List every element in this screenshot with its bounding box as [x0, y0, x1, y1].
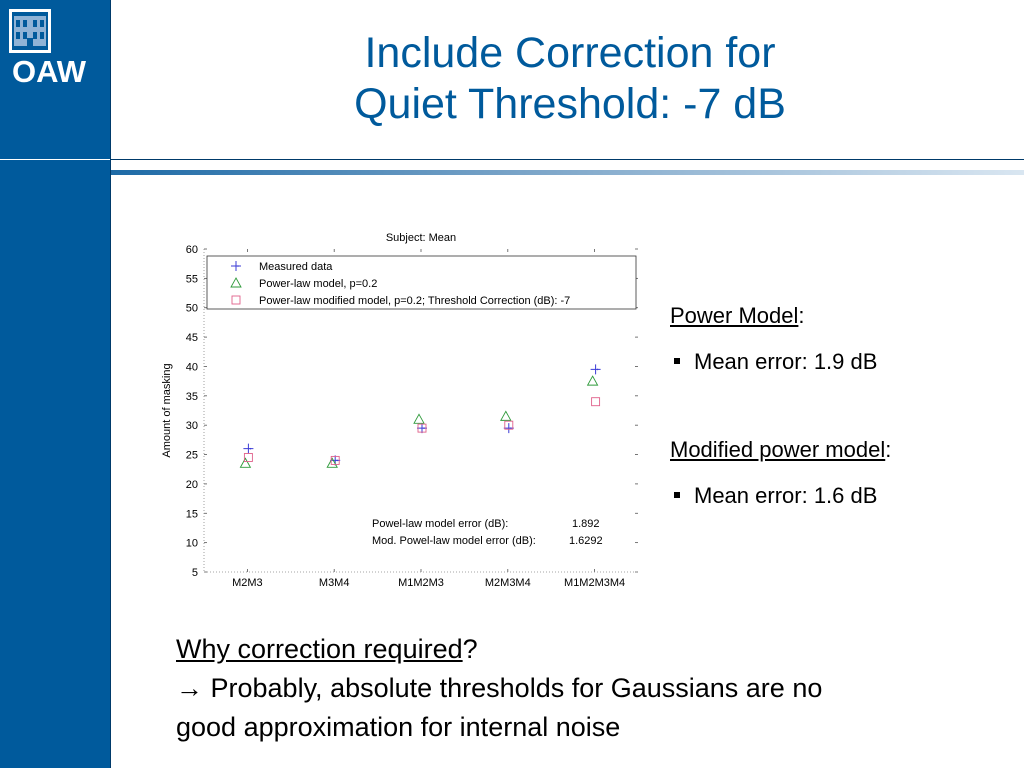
data-point-plus-dot — [336, 460, 338, 462]
building-icon — [8, 8, 52, 54]
data-point-plus-dot — [423, 427, 425, 429]
data-point-plus — [591, 364, 601, 374]
modified-model-label: Modified power model — [670, 437, 886, 462]
y-tick-label: 25 — [185, 449, 198, 462]
error-annotation-label: Mod. Powel-law model error (dB): — [372, 535, 536, 547]
legend-entry: Power-law model, p=0.2 — [259, 278, 378, 290]
bullet-square-icon — [674, 358, 680, 364]
x-tick-label: M2M3 — [232, 577, 263, 589]
conclusion-line-1: → Probably, absolute thresholds for Gaussians are no — [176, 673, 823, 703]
bullet-square-icon — [674, 492, 680, 498]
modified-model-error-item — [674, 483, 877, 509]
sidebar — [0, 0, 111, 768]
power-model-heading — [670, 303, 805, 329]
data-point-triangle — [414, 414, 424, 423]
data-point-plus — [243, 444, 253, 454]
data-point-triangle — [240, 458, 250, 467]
legend-marker-plus-dot — [237, 265, 239, 267]
y-tick-label: 15 — [185, 508, 198, 521]
title-divider — [111, 159, 1024, 160]
question-text: Why correction required — [176, 634, 463, 664]
power-model-colon: : — [798, 303, 805, 328]
data-point-plus — [417, 423, 427, 433]
y-tick-label: 5 — [191, 567, 198, 579]
chart-title: Subject: Mean — [385, 232, 457, 244]
x-tick-label: M1M2M3M4 — [564, 577, 626, 589]
x-tick-label: M2M3M4 — [484, 577, 531, 589]
masking-chart — [150, 225, 650, 600]
legend-entry: Power-law modified model, p=0.2; Threshold Correction (dB): -7 — [259, 295, 571, 307]
y-tick-label: 10 — [185, 537, 198, 550]
y-axis-label: Amount of masking — [161, 363, 173, 458]
y-tick-label: 55 — [185, 273, 198, 286]
data-point-triangle — [588, 376, 598, 385]
question-mark: ? — [462, 634, 478, 664]
title-line-1: Include Correction for — [364, 29, 776, 77]
modified-model-error: Mean error: 1.6 dB — [694, 483, 878, 508]
y-tick-label: 30 — [185, 420, 198, 433]
y-tick-label: 20 — [185, 478, 198, 491]
y-tick-label: 60 — [185, 244, 198, 256]
logo-text: OAW — [12, 54, 87, 89]
legend-entry: Measured data — [259, 261, 333, 273]
x-tick-label: M3M4 — [318, 577, 350, 589]
y-tick-label: 35 — [185, 390, 198, 403]
logo — [0, 0, 110, 160]
y-tick-label: 50 — [185, 302, 198, 315]
data-point-square — [244, 453, 252, 461]
data-point-plus-dot — [250, 448, 252, 450]
title-line-2: Quiet Threshold: -7 dB — [354, 80, 786, 128]
data-point-plus-dot — [597, 369, 599, 371]
error-annotation-value: 1.892 — [572, 518, 600, 530]
data-point-plus-dot — [510, 427, 512, 429]
modified-model-colon: : — [885, 437, 892, 462]
x-tick-label: M1M2M3 — [398, 577, 444, 589]
data-point-triangle — [501, 411, 511, 420]
slide-title — [200, 28, 940, 130]
data-point-triangle — [327, 458, 337, 467]
question-line — [176, 630, 822, 669]
power-model-label: Power Model — [670, 303, 799, 328]
error-annotation-value: 1.6292 — [569, 535, 603, 547]
conclusion-line-2: good approximation for internal noise — [176, 712, 621, 742]
modified-model-heading — [670, 437, 891, 463]
data-point-plus — [504, 423, 514, 433]
power-model-error-item — [674, 349, 877, 375]
y-tick-label: 45 — [185, 332, 198, 345]
conclusion-text — [176, 630, 822, 747]
title-gradient-bar — [111, 170, 1024, 175]
error-annotation-label: Powel-law model error (dB): — [372, 518, 509, 530]
y-tick-label: 40 — [185, 361, 198, 374]
data-point-square — [592, 398, 600, 406]
power-model-error: Mean error: 1.9 dB — [694, 349, 878, 374]
